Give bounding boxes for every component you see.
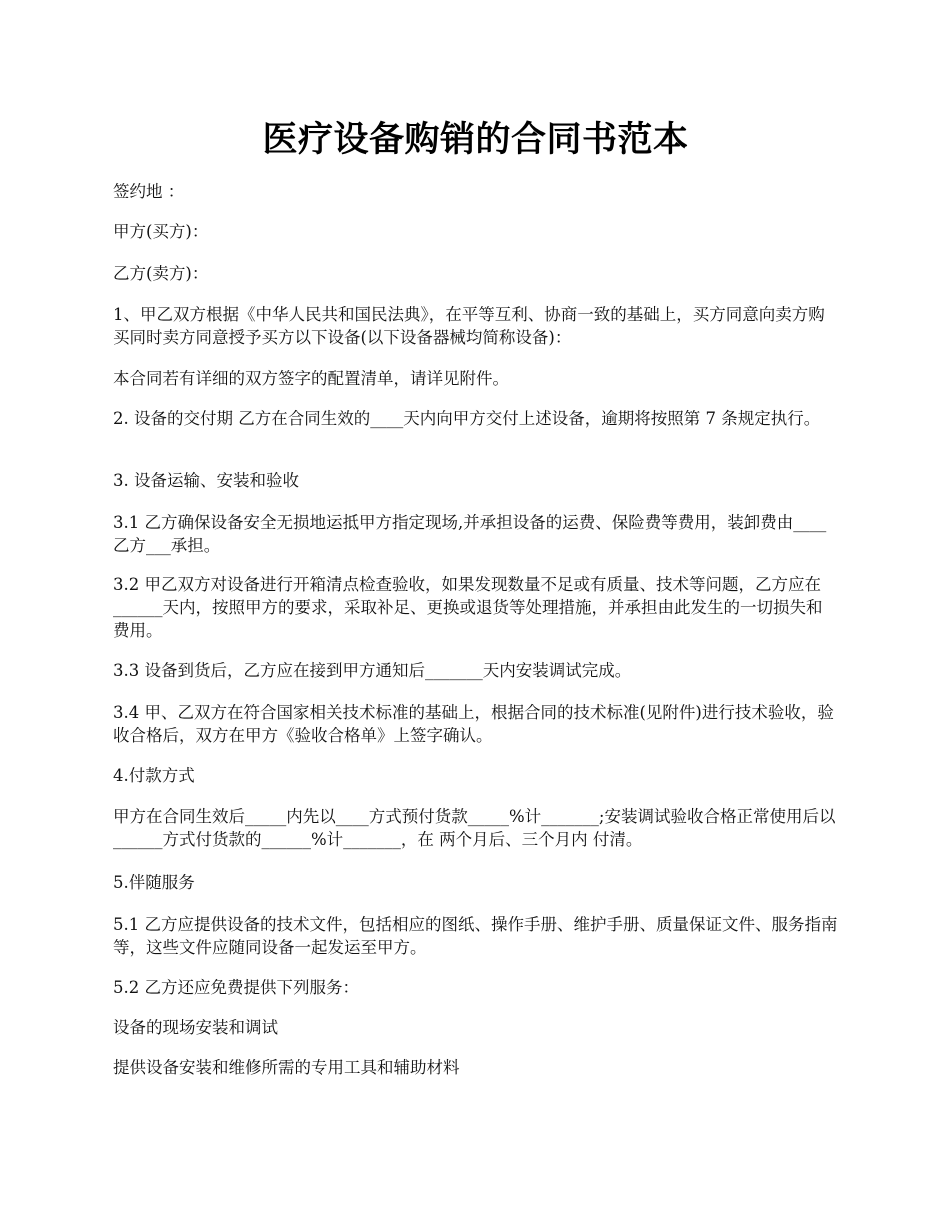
- paragraph-signing-place: 签约地 ：: [113, 182, 185, 201]
- paragraph-clause-5-2: 5.2 乙方还应免费提供下列服务：: [113, 978, 359, 997]
- paragraph-clause-5-1: 5.1 乙方应提供设备的技术文件，包括相应的图纸、操作手册、维护手册、质量保证文件、服务指南等，这些文件应随同设备一起发运至甲方。: [113, 915, 838, 957]
- paragraph-clause-3-3: 3.3 设备到货后，乙方应在接到甲方通知后_______天内安装调试完成。: [113, 661, 632, 680]
- paragraph-service-installation: 设备的现场安装和调试: [113, 1018, 278, 1037]
- document-title: 医疗设备购销的合同书范本: [262, 119, 689, 160]
- paragraph-attachment-note: 本合同若有详细的双方签字的配置清单，请详见附件。: [113, 369, 509, 388]
- paragraph-clause-4-payment: 甲方在合同生效后_____内先以____方式预付货款_____%计_______;安装调试验收合格正常使用后以______方式付货款的______%计_______，在 两个月后、三个月内 付清。: [113, 807, 836, 849]
- paragraph-clause-5-heading: 5.伴随服务: [113, 873, 195, 892]
- paragraph-clause-3-heading: 3. 设备运输、安装和验收: [113, 471, 299, 490]
- paragraph-clause-3-1: 3.1 乙方确保设备安全无损地运抵甲方指定现场,并承担设备的运费、保险费等费用，装卸费由____乙方___承担。: [113, 513, 827, 555]
- paragraph-clause-3-4: 3.4 甲、乙双方在符合国家相关技术标准的基础上，根据合同的技术标准(见附件)进行技术验收，验收合格后，双方在甲方《验收合格单》上签字确认。: [113, 703, 834, 745]
- paragraph-party-a: 甲方(买方)：: [113, 222, 209, 241]
- paragraph-clause-3-2: 3.2 甲乙双方对设备进行开箱清点检查验收，如果发现数量不足或有质量、技术等问题，乙方应在______天内，按照甲方的要求，采取补足、更换或退货等处理措施，并承担由此发生的一切损失和费用。: [113, 575, 823, 640]
- paragraph-clause-4-heading: 4.付款方式: [113, 766, 195, 785]
- paragraph-clause-1: 1、甲乙双方根据《中华人民共和国民法典》，在平等互利、协商一致的基础上，买方同意向卖方购买同时卖方同意授予买方以下设备(以下设备器械均简称设备)：: [113, 305, 825, 347]
- paragraph-clause-2: 2. 设备的交付期 乙方在合同生效的____天内向甲方交付上述设备，逾期将按照第 7 条规定执行。: [113, 409, 821, 428]
- paragraph-service-tools: 提供设备安装和维修所需的专用工具和辅助材料: [113, 1058, 460, 1077]
- paragraph-party-b: 乙方(卖方)：: [113, 264, 209, 283]
